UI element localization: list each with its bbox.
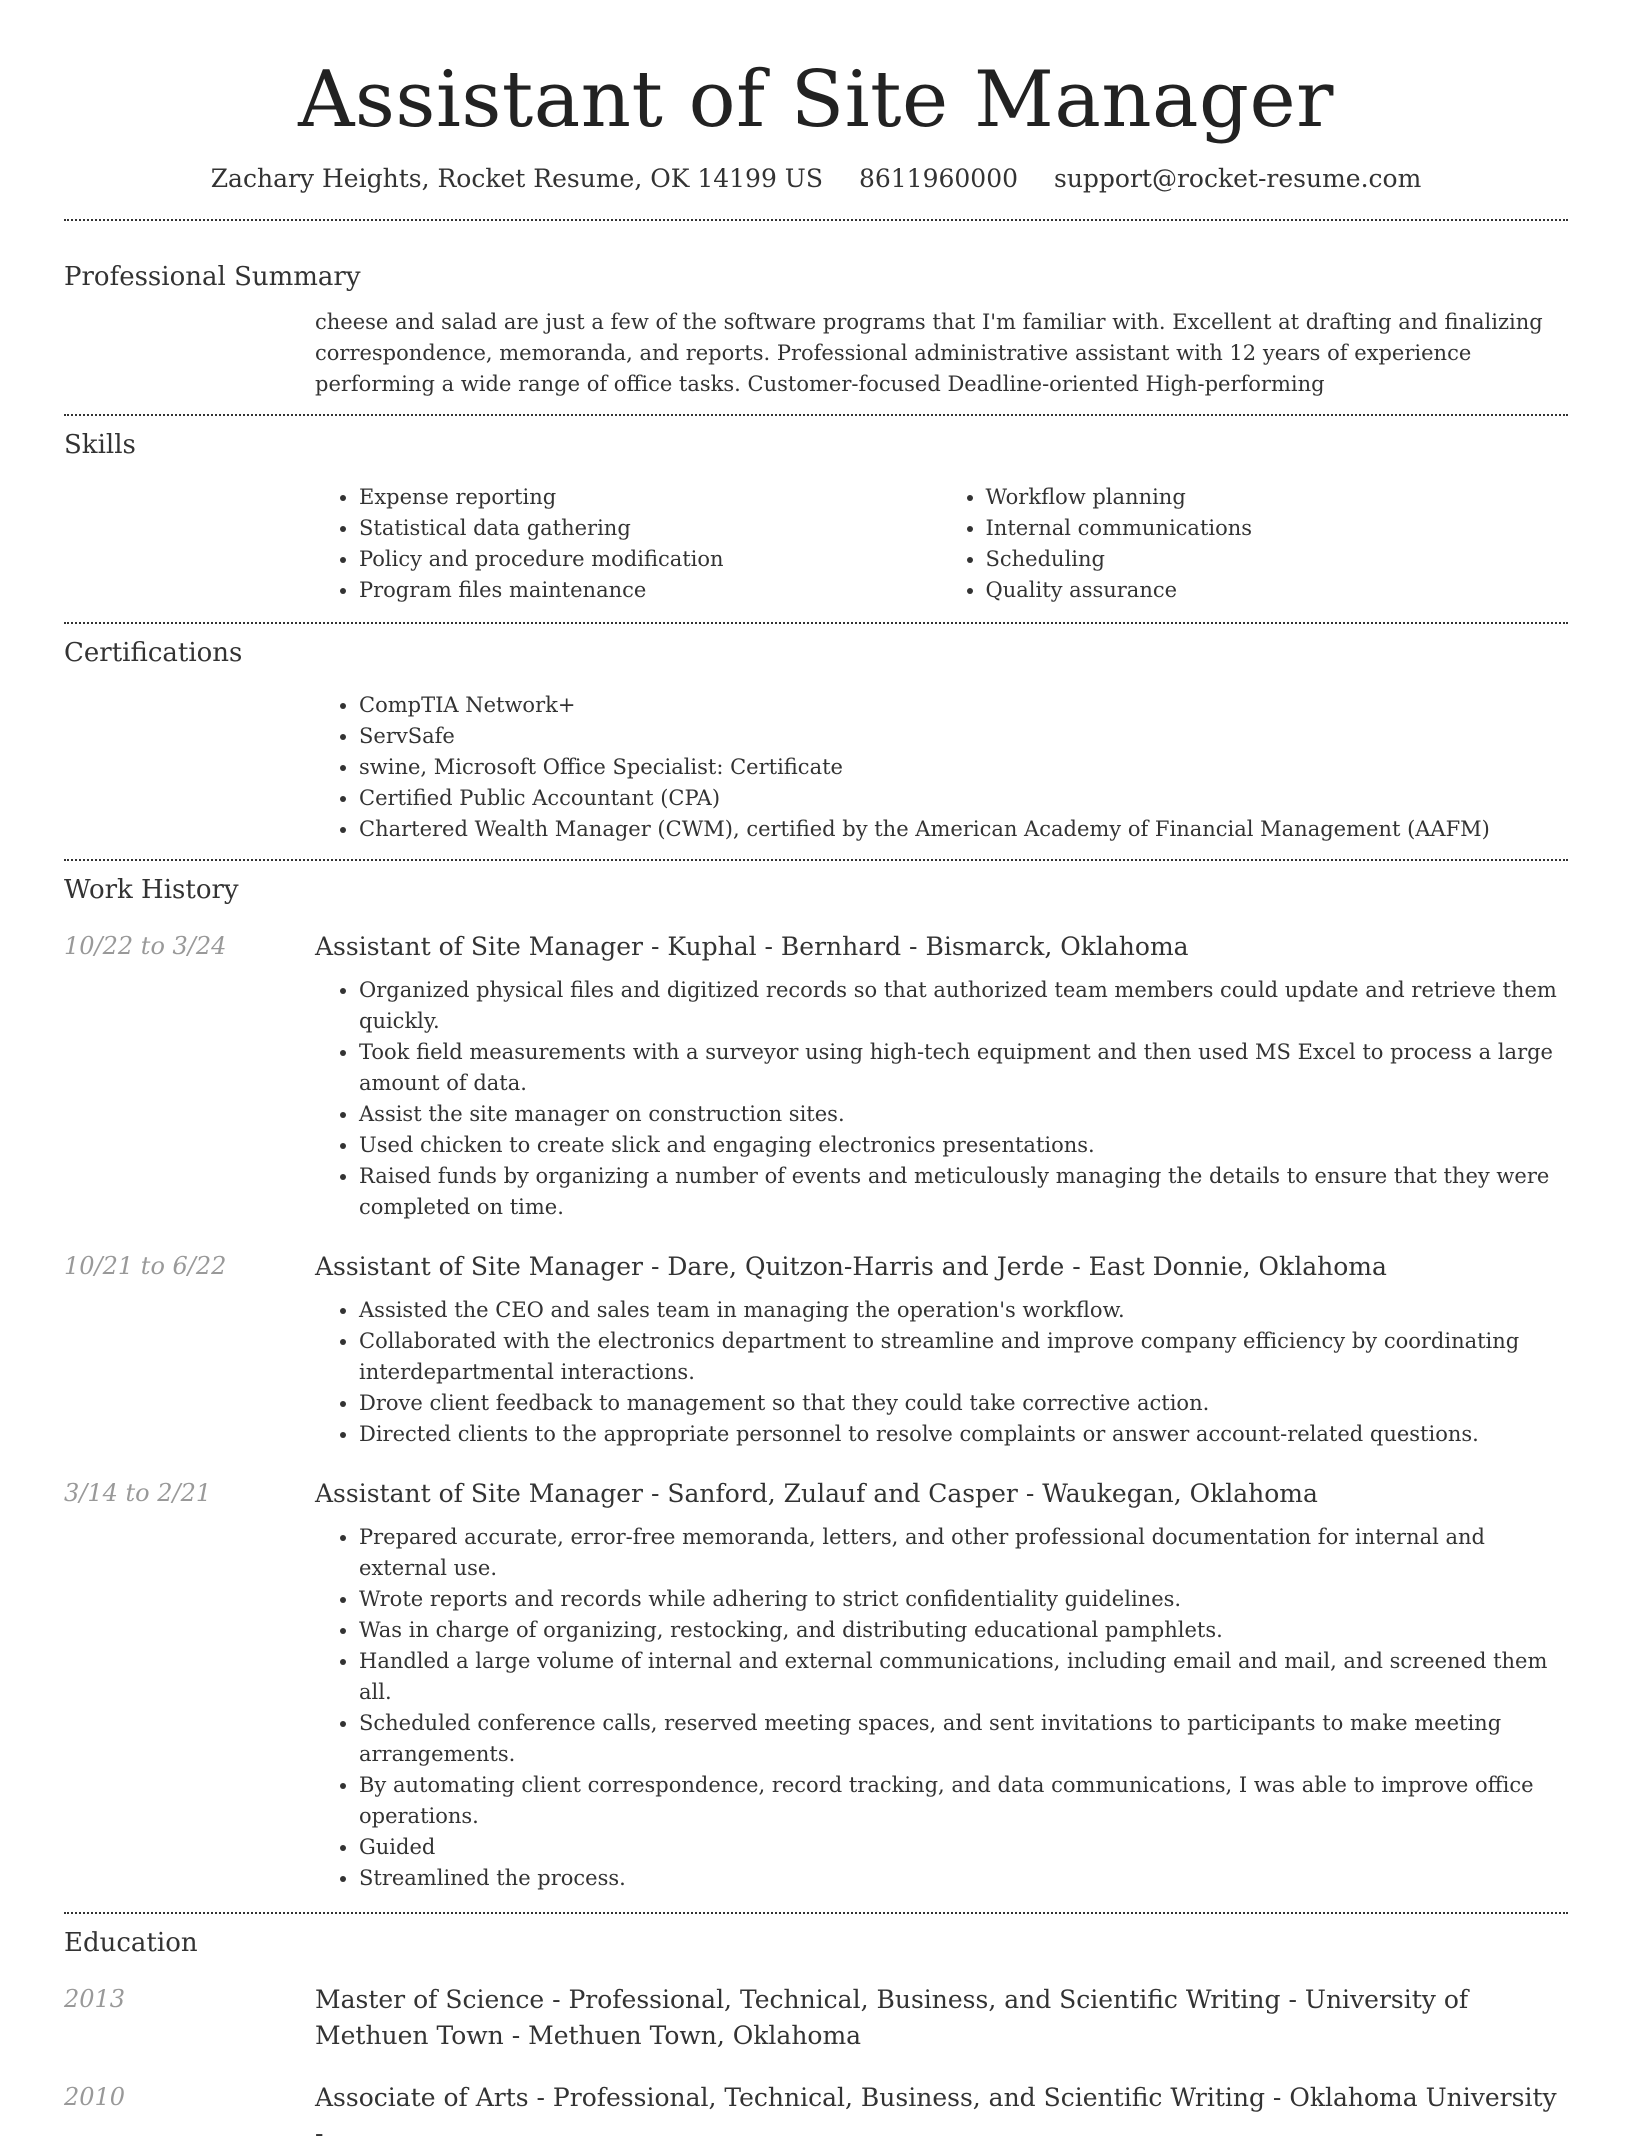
work-role: Assistant of Site Manager [315,932,644,961]
skill-item: • Statistical data gathering [359,513,942,544]
work-bullet: • Took field measurements with a surveyor using high-tech equipment and then used MS Excel to process a large amount of data. [359,1037,1568,1099]
work-bullet: • Was in charge of organizing, restocking, and distributing educational pamphlets. [359,1615,1568,1646]
skill-item: • Workflow planning [986,482,1569,513]
education-year: 2010 [64,2083,126,2111]
work-bullet: • Used chicken to create slick and engaging electronics presentations. [359,1130,1568,1161]
work-bullet: • Prepared accurate, error-free memoranda, letters, and other professional documentation for internal and external use. [359,1522,1568,1584]
certifications-heading: Certifications [64,638,243,668]
section-divider [64,859,1568,861]
skills-list-left [315,482,942,606]
education-title [315,1982,1568,2054]
work-title [315,1249,1568,1285]
certifications-list [315,690,1568,845]
education-main [315,2080,1568,2152]
skill-item: • Quality assurance [986,575,1569,606]
work-bullet: • By automating client correspondence, record tracking, and data communications, I was able to improve office operations. [359,1770,1568,1832]
work-dates: 10/22 to 3/24 [64,932,227,960]
work-bullet: • Streamlined the process. [359,1863,1568,1894]
work-company: - Kuphal - Bernhard - Bismarck, Oklahoma [643,932,1189,961]
work-bullet: • Guided [359,1832,1568,1863]
work-bullets [315,1295,1568,1450]
contact-line [64,162,1568,196]
work-main [315,1476,1568,1894]
work-bullet: • Scheduled conference calls, reserved meeting spaces, and sent invitations to participants to make meeting arrangements. [359,1708,1568,1770]
education-degree: Master of Science [315,1985,545,2014]
education-details: - Professional, Technical, Business, and Scientific Writing - Oklahoma University - [315,2083,1557,2148]
resume-title: Assistant of Site Manager [298,55,1334,145]
skills-grid [315,482,1568,606]
skills-list-right [942,482,1569,606]
skill-item: • Scheduling [986,544,1569,575]
work-bullet: • Organized physical files and digitized records so that authorized team members could update and retrieve them quickly. [359,975,1568,1037]
education-degree: Associate of Arts [315,2083,529,2112]
contact-phone: 8611960000 [858,164,1019,193]
section-divider [64,1912,1568,1914]
education-heading: Education [64,1928,198,1958]
work-main [315,929,1568,1223]
skill-item: • Expense reporting [359,482,942,513]
education-year: 2013 [64,1985,126,2013]
certification-item: • CompTIA Network+ [359,690,1568,721]
certifications-block [315,690,1568,845]
work-bullet: • Wrote reports and records while adhering to strict confidentiality guidelines. [359,1584,1568,1615]
work-role: Assistant of Site Manager [315,1479,644,1508]
education-entry [64,1982,1568,2054]
work-entry [64,929,1568,1223]
skill-item: • Internal communications [986,513,1569,544]
resume-page [64,0,1568,2152]
work-bullets [315,975,1568,1223]
certification-item: • swine, Microsoft Office Specialist: Certificate [359,752,1568,783]
work-dates: 10/21 to 6/22 [64,1252,227,1280]
work-heading: Work History [64,875,239,905]
work-entry [64,1476,1568,1894]
work-bullet: • Collaborated with the electronics department to streamline and improve company efficiency by coordinating interdepartmental interactions. [359,1326,1568,1388]
education-entry [64,2080,1568,2152]
work-entry [64,1249,1568,1450]
skills-heading: Skills [64,430,136,460]
work-title [315,929,1568,965]
summary-text: cheese and salad are just a few of the software programs that I'm familiar with. Excellent at drafting and finalizing correspondence, memoranda, and reports. Professional administrative assistant with 12 years of experience performing a wide range of office tasks. Customer-focused Deadline-oriented High-performing [315,310,1543,396]
section-divider [64,622,1568,624]
section-divider [64,219,1568,221]
work-bullets [315,1522,1568,1894]
contact-email: support@rocket-resume.com [1053,164,1422,193]
certification-item: • ServSafe [359,721,1568,752]
work-bullet: • Drove client feedback to management so that they could take corrective action. [359,1388,1568,1419]
skill-item: • Program files maintenance [359,575,942,606]
work-main [315,1249,1568,1450]
work-title [315,1476,1568,1512]
summary-heading: Professional Summary [64,262,361,292]
work-bullet: • Assisted the CEO and sales team in managing the operation's workflow. [359,1295,1568,1326]
work-bullet: • Assist the site manager on construction sites. [359,1099,1568,1130]
work-bullet: • Raised funds by organizing a number of events and meticulously managing the details to ensure that they were completed on time. [359,1161,1568,1223]
education-title [315,2080,1568,2152]
work-bullet: • Handled a large volume of internal and external communications, including email and mail, and screened them all. [359,1646,1568,1708]
contact-address: Zachary Heights, Rocket Resume, OK 14199 US [210,164,824,193]
work-dates: 3/14 to 2/21 [64,1479,212,1507]
work-company: - Sanford, Zulauf and Casper - Waukegan, Oklahoma [643,1479,1318,1508]
education-main [315,1982,1568,2054]
work-role: Assistant of Site Manager [315,1252,644,1281]
certification-item: • Chartered Wealth Manager (CWM), certified by the American Academy of Financial Management (AAFM) [359,814,1568,845]
education-details: - Professional, Technical, Business, and Scientific Writing - University of Methuen Town - Methuen Town, Oklahoma [315,1985,1469,2050]
work-company: - Dare, Quitzon-Harris and Jerde - East Donnie, Oklahoma [643,1252,1387,1281]
section-divider [64,414,1568,416]
work-bullet: • Directed clients to the appropriate personnel to resolve complaints or answer account-related questions. [359,1419,1568,1450]
skill-item: • Policy and procedure modification [359,544,942,575]
certification-item: • Certified Public Accountant (CPA) [359,783,1568,814]
